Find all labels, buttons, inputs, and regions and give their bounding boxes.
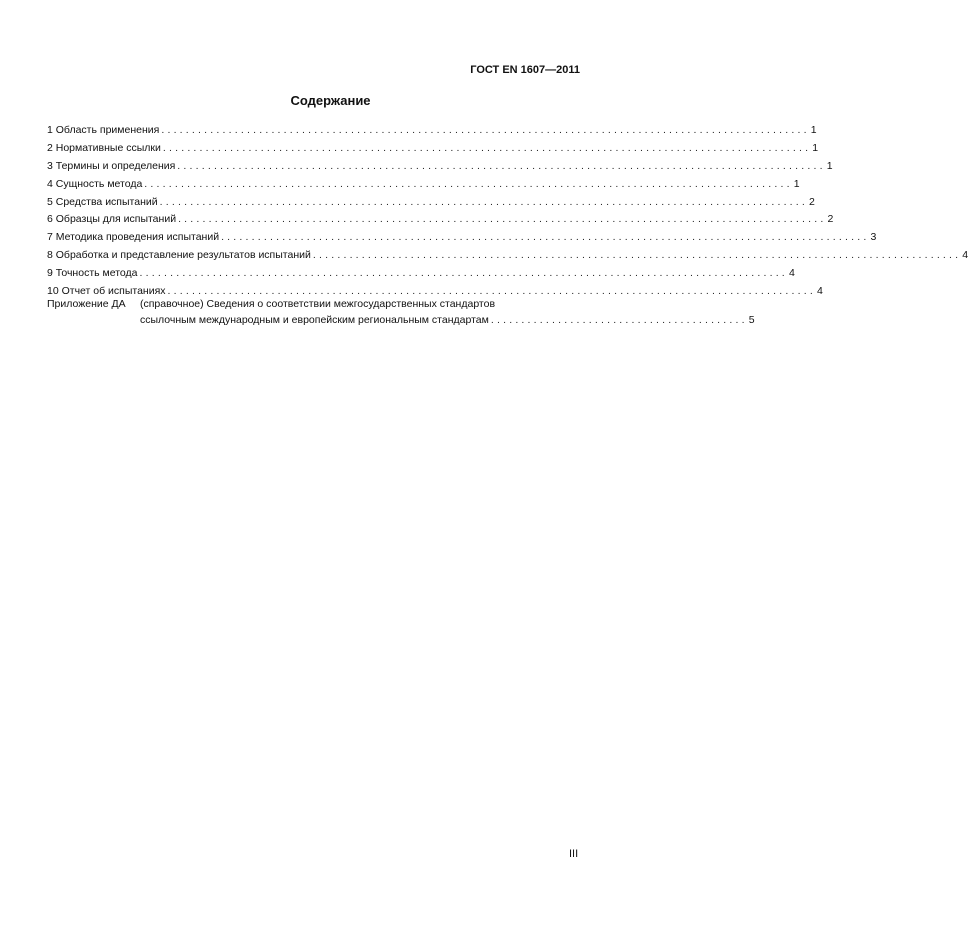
toc-leader-dots: .......................................................................................................... bbox=[167, 285, 816, 298]
toc-entry[interactable] bbox=[47, 247, 968, 265]
toc-entry-label: 4 Сущность метода bbox=[47, 177, 143, 190]
toc-entry-label: 6 Образцы для испытаний bbox=[47, 213, 177, 226]
toc-entry-page: 4 bbox=[962, 249, 968, 262]
toc-entry-page: 4 bbox=[816, 285, 823, 298]
toc-leader-dots: .......................................... bbox=[490, 314, 748, 326]
toc-entry-label: 10 Отчет об испытаниях bbox=[47, 285, 166, 298]
toc-entry-label: 8 Обработка и представление результатов испытаний bbox=[47, 249, 311, 262]
annex-prefix: Приложение ДА bbox=[47, 298, 126, 310]
toc-entry-label: 9 Точность метода bbox=[47, 267, 138, 280]
toc-entry[interactable] bbox=[47, 229, 877, 247]
toc-leader-dots: .......................................................................................................... bbox=[177, 159, 826, 172]
annex-title-line2: ссылочным международным и европейским региональным стандартам bbox=[140, 314, 489, 326]
toc-entry-page: 1 bbox=[812, 141, 819, 154]
toc-entry-page: 4 bbox=[788, 267, 795, 280]
toc-leader-dots: .......................................................................................................... bbox=[178, 213, 827, 226]
toc-entry-label: 5 Средства испытаний bbox=[47, 195, 158, 208]
toc-entry-page: 1 bbox=[810, 124, 817, 136]
toc-entry-page: 2 bbox=[809, 195, 815, 208]
toc-entry-page: 1 bbox=[826, 159, 833, 172]
toc-entry[interactable] bbox=[47, 211, 834, 229]
toc-leader-dots: .......................................................................................................... bbox=[162, 141, 812, 154]
toc-entry-label: 7 Методика проведения испытаний bbox=[47, 231, 220, 244]
toc-annex-entry[interactable] bbox=[47, 296, 755, 328]
page-title: Содержание bbox=[290, 93, 371, 108]
toc-leader-dots: .......................................................................................................... bbox=[144, 177, 793, 190]
toc-entry[interactable] bbox=[47, 176, 800, 194]
toc-leader-dots: .......................................................................................................... bbox=[312, 249, 962, 262]
toc-entry[interactable] bbox=[47, 122, 817, 140]
toc-entry-label: 2 Нормативные ссылки bbox=[47, 141, 161, 154]
toc-entry[interactable] bbox=[47, 158, 833, 176]
toc-leader-dots: .......................................................................................................... bbox=[221, 231, 870, 244]
annex-page: 5 bbox=[748, 314, 755, 326]
table-of-contents bbox=[47, 122, 968, 301]
standard-code: ГОСТ EN 1607—2011 bbox=[470, 64, 580, 76]
toc-entry-label: 3 Термины и определения bbox=[47, 159, 176, 172]
toc-entry-label: 1 Область применения bbox=[47, 124, 160, 136]
page-number: III bbox=[569, 848, 579, 860]
annex-title-line1: (справочное) Сведения о соответствии межгосударственных стандартов bbox=[140, 298, 496, 310]
toc-entry-page: 1 bbox=[793, 177, 800, 190]
toc-entry[interactable] bbox=[47, 140, 819, 158]
toc-leader-dots: .......................................................................................................... bbox=[161, 124, 810, 136]
toc-entry[interactable] bbox=[47, 194, 815, 212]
toc-entry[interactable] bbox=[47, 265, 795, 283]
toc-entry-page: 3 bbox=[870, 231, 877, 244]
toc-entry-page: 2 bbox=[827, 213, 834, 226]
toc-leader-dots: .......................................................................................................... bbox=[139, 267, 788, 280]
toc-leader-dots: .......................................................................................................... bbox=[159, 195, 809, 208]
